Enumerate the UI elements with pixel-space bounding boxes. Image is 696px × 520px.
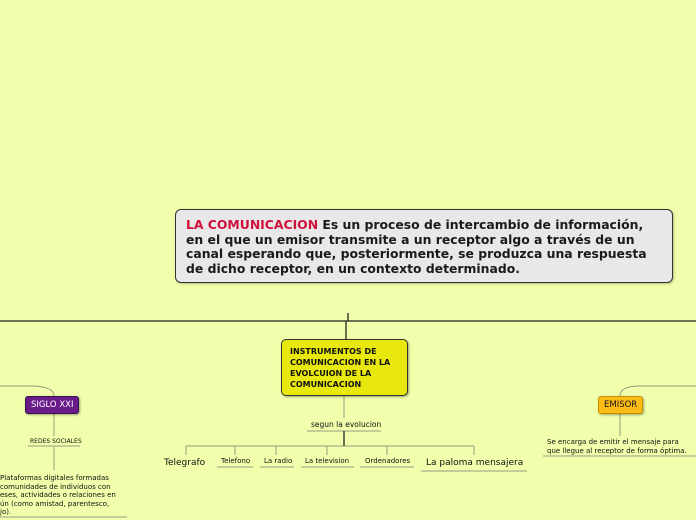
instrument-television[interactable]: La television [305,457,350,465]
emisor-node[interactable]: EMISOR [598,396,643,414]
siglo-branch-line [0,386,54,396]
emisor-note[interactable]: Se encarga de emitir el mensaje para que llegue al receptor de forma óptima. [547,438,687,455]
subtopic-label[interactable]: segun la evolucion [311,420,382,429]
instrument-paloma[interactable]: La paloma mensajera [426,458,524,468]
redes-sociales-note[interactable]: Plataformas digitales formadas comunidades de individuos con eses, actividades o relaciones en ún (como amistad, parentesco, jo). [0,474,116,516]
instrument-telegrafo[interactable]: Telegrafo [164,458,206,468]
siglo-xxi-node[interactable]: SIGLO XXI [25,396,79,414]
central-topic-box[interactable] [281,339,408,396]
main-definition-text: Es un proceso de intercambio de información, en el que un emisor transmite a un receptor algo a través de un canal esperando que, posteriormente, se produzca una respuesta de dicho receptor, en un contexto determinado. [186,217,647,276]
emisor-branch-line [620,386,696,396]
instrument-telefono[interactable]: Telefono [221,457,251,465]
redes-sociales-node[interactable]: REDES SOCIALES [30,438,82,445]
central-topic-text: INSTRUMENTOS DE COMUNICACION EN LA EVOLCUION DE LA COMUNICACION [290,347,391,389]
instrument-radio[interactable]: La radio [264,457,293,465]
instrument-ordenadores[interactable]: Ordenadores [365,457,411,465]
main-definition-highlight: LA COMUNICACION [186,217,319,232]
main-definition-box[interactable] [175,209,673,283]
